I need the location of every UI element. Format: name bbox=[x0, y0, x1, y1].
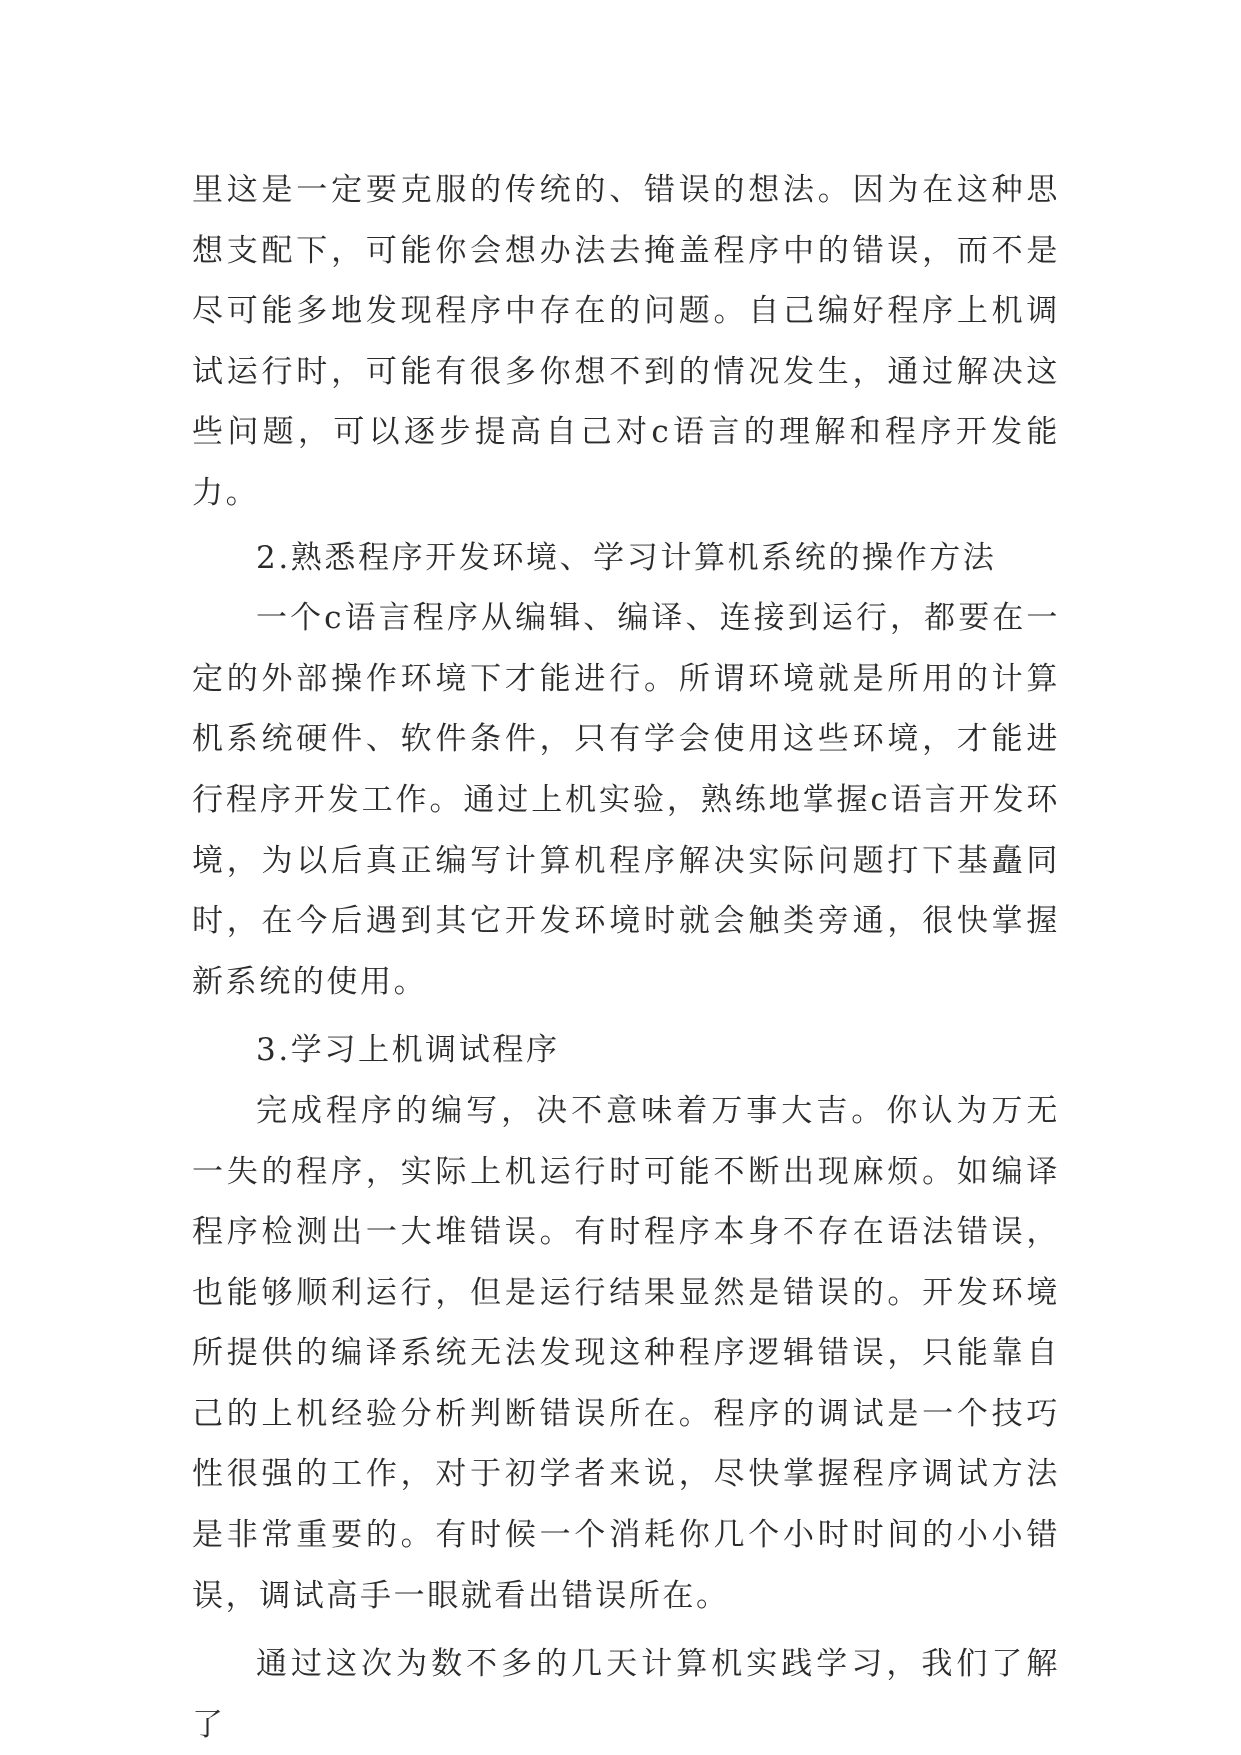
section-heading-3: 3.学习上机调试程序 bbox=[256, 1032, 560, 1069]
section-heading-2: 2.熟悉程序开发环境、学习计算机系统的操作方法 bbox=[256, 539, 997, 576]
paragraph-environment: 一个c语言程序从编辑、编译、连接到运行，都要在一定的外部操作环境下才能进行。所谓环境就是所用的计算机系统硬件、软件条件，只有学会使用这些环境，才能进行程序开发工作。通过上机实验，熟练地掌握c语言开发环境，为以后真正编写计算机程序解决实际问题打下基矗同时，在今后遇到其它开发环境时就会触类旁通，很快掌握新系统的使用。 bbox=[192, 600, 1060, 1000]
paragraph-continuation: 里这是一定要克服的传统的、错误的想法。因为在这种思想支配下，可能你会想办法去掩盖程序中的错误，而不是尽可能多地发现程序中存在的问题。自己编好程序上机调试运行时，可能有很多你想不到的情况发生，通过解决这些问题，可以逐步提高自己对c语言的理解和程序开发能力。 bbox=[192, 172, 1060, 511]
document-body bbox=[192, 160, 1060, 1755]
paragraph-summary-start: 通过这次为数不多的几天计算机实践学习，我们了解了 bbox=[192, 1646, 1060, 1743]
paragraph-debugging: 完成程序的编写，决不意味着万事大吉。你认为万无一失的程序，实际上机运行时可能不断出现麻烦。如编译程序检测出一大堆错误。有时程序本身不存在语法错误，也能够顺利运行，但是运行结果显然是错误的。开发环境所提供的编译系统无法发现这种程序逻辑错误，只能靠自己的上机经验分析判断错误所在。程序的调试是一个技巧性很强的工作，对于初学者来说，尽快掌握程序调试方法是非常重要的。有时候一个消耗你几个小时时间的小小错误，调试高手一眼就看出错误所在。 bbox=[192, 1092, 1060, 1614]
